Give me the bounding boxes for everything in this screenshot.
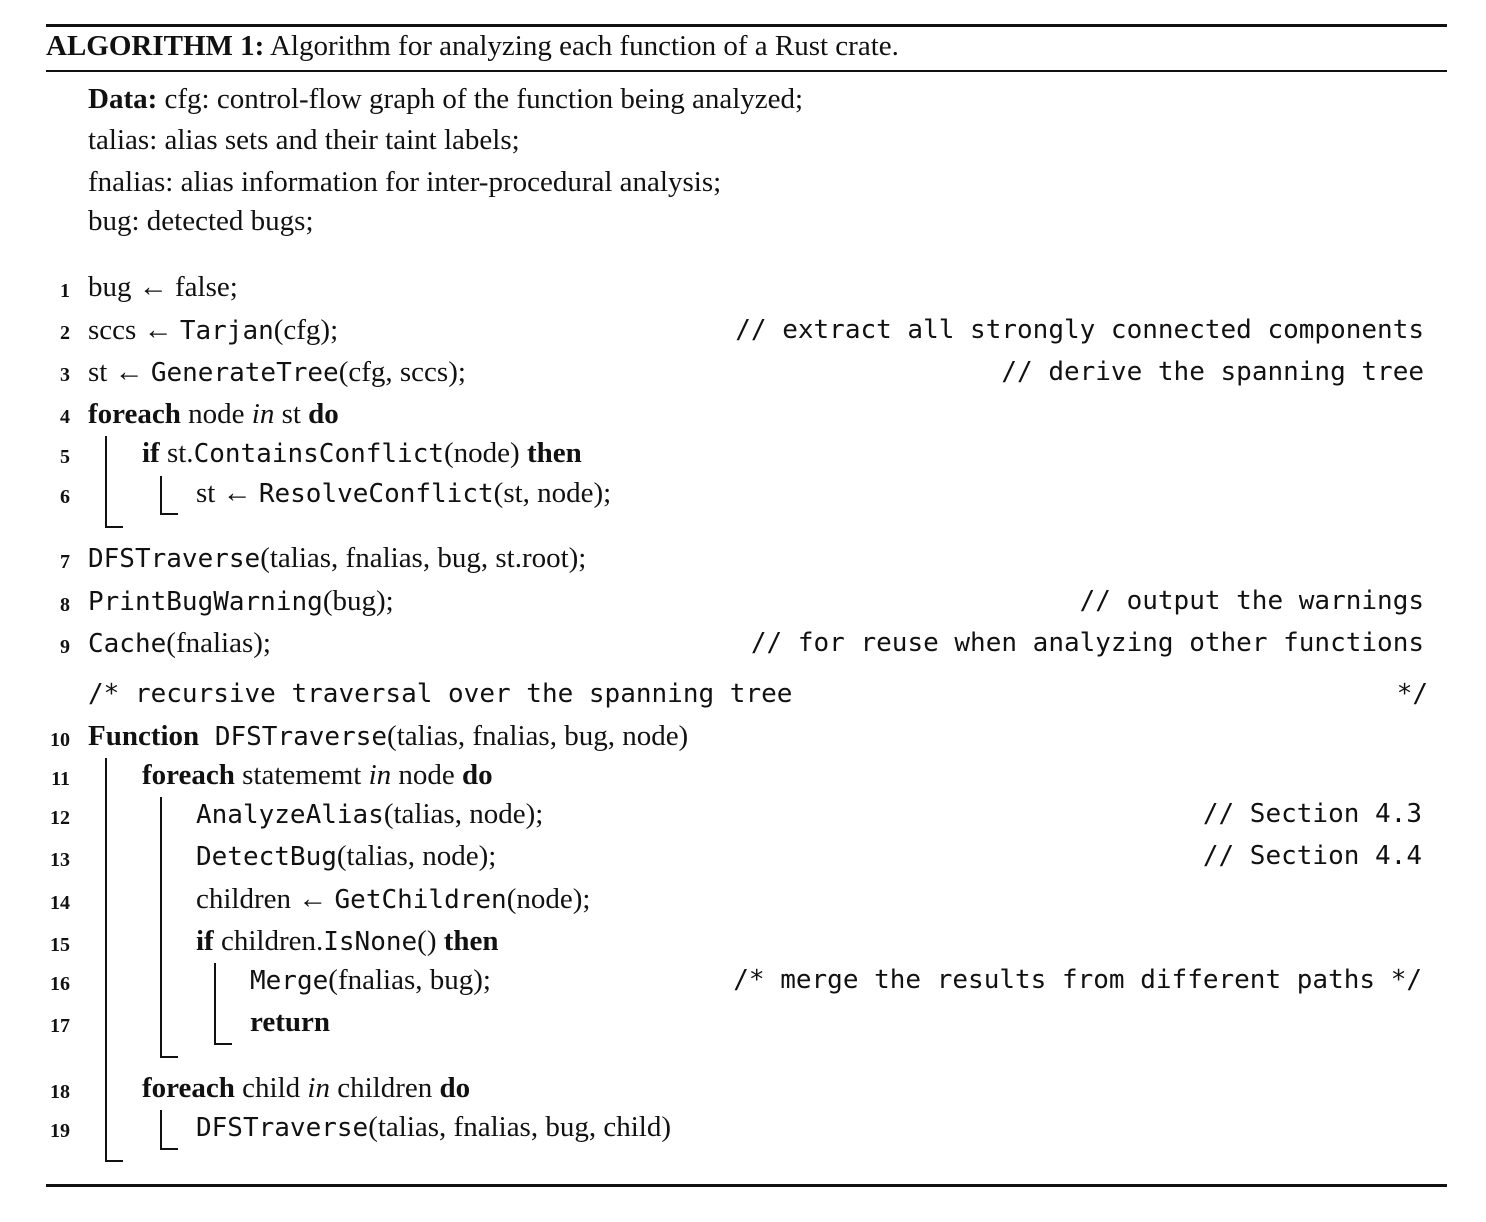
algo-line-11: foreach statememt in node do [142,759,493,791]
line-number: 19 [50,1120,70,1142]
block-bar-if-2 [214,963,216,1045]
algo-line-6: st ← ResolveConflict(st, node); [196,477,612,509]
block-comment-close: */ [1396,679,1428,709]
data-keyword: Data: [88,83,158,115]
algo-line-14: children ← GetChildren(node); [196,883,591,915]
block-end-foreach-2 [160,1056,178,1058]
bottom-rule [46,1184,1447,1187]
comment-line-12: // Section 4.3 [1202,799,1422,829]
block-end-function [105,1160,123,1162]
data-line-2: talias: alias sets and their taint labels; [88,124,520,156]
line-number: 14 [50,892,70,914]
algo-line-5: if st.ContainsConflict(node) then [142,437,582,469]
comment-line-2: // extract all strongly connected components [735,315,1424,345]
algo-line-19: DFSTraverse(talias, fnalias, bug, child) [196,1111,671,1143]
algo-line-10: Function DFSTraverse(talias, fnalias, bug, node) [88,720,689,752]
line-number: 4 [60,406,70,428]
line-number: 13 [50,849,70,871]
data-line-3: fnalias: alias information for inter-procedural analysis; [88,166,722,198]
comment-line-16: /* merge the results from different paths */ [733,965,1422,995]
line-number: 3 [60,364,70,386]
algo-line-1: bug ← false; [88,271,238,303]
top-rule [46,24,1447,27]
comment-line-3: // derive the spanning tree [1001,357,1424,387]
line-number: 7 [60,551,70,573]
algo-line-15: if children.IsNone() then [196,925,499,957]
algo-line-8: PrintBugWarning(bug); [88,585,394,617]
line-number: 9 [60,636,70,658]
algorithm-caption [46,28,899,64]
line-number: 10 [50,729,70,751]
line-number: 5 [60,446,70,468]
line-number: 2 [60,322,70,344]
algo-line-17: return [250,1006,331,1038]
block-comment-open: /* recursive traversal over the spanning tree [88,679,793,709]
block-bar-foreach-2 [160,797,162,1058]
block-bar-function [105,758,107,1162]
algo-line-12: AnalyzeAlias(talias, node); [196,798,544,830]
block-end-if-1 [160,513,178,515]
caption-text: Algorithm for analyzing each function of a Rust crate. [264,30,899,62]
algo-line-18: foreach child in children do [142,1072,471,1104]
block-end-if-2 [214,1043,232,1045]
line-number: 8 [60,594,70,616]
line-number: 18 [50,1081,70,1103]
algo-line-4: foreach node in st do [88,398,339,430]
block-bar-if-1 [160,476,162,515]
block-end-foreach-3 [160,1148,178,1150]
block-bar-foreach-3 [160,1110,162,1150]
line-number: 17 [50,1015,70,1037]
comment-line-9: // for reuse when analyzing other functions [750,628,1424,658]
line-number: 16 [50,973,70,995]
algo-line-3: st ← GenerateTree(cfg, sccs); [88,356,466,388]
caption-rule [46,70,1447,72]
algo-line-7: DFSTraverse(talias, fnalias, bug, st.root); [88,542,587,574]
line-number: 6 [60,486,70,508]
comment-line-8: // output the warnings [1079,586,1424,616]
line-number: 1 [60,280,70,302]
caption-label: ALGORITHM 1: [46,30,265,62]
block-end-foreach-1 [105,526,123,528]
comment-line-13: // Section 4.4 [1202,841,1422,871]
algo-line-16: Merge(fnalias, bug); [250,964,491,996]
data-line-1: Data: cfg: control-flow graph of the function being analyzed; [88,83,804,115]
data-line-4: bug: detected bugs; [88,205,314,237]
algo-line-2: sccs ← Tarjan(cfg); [88,314,339,346]
algo-line-9: Cache(fnalias); [88,627,271,659]
line-number: 11 [51,768,70,790]
algo-line-13: DetectBug(talias, node); [196,840,497,872]
block-bar-foreach-1 [105,436,107,528]
line-number: 12 [50,807,70,829]
line-number: 15 [50,934,70,956]
